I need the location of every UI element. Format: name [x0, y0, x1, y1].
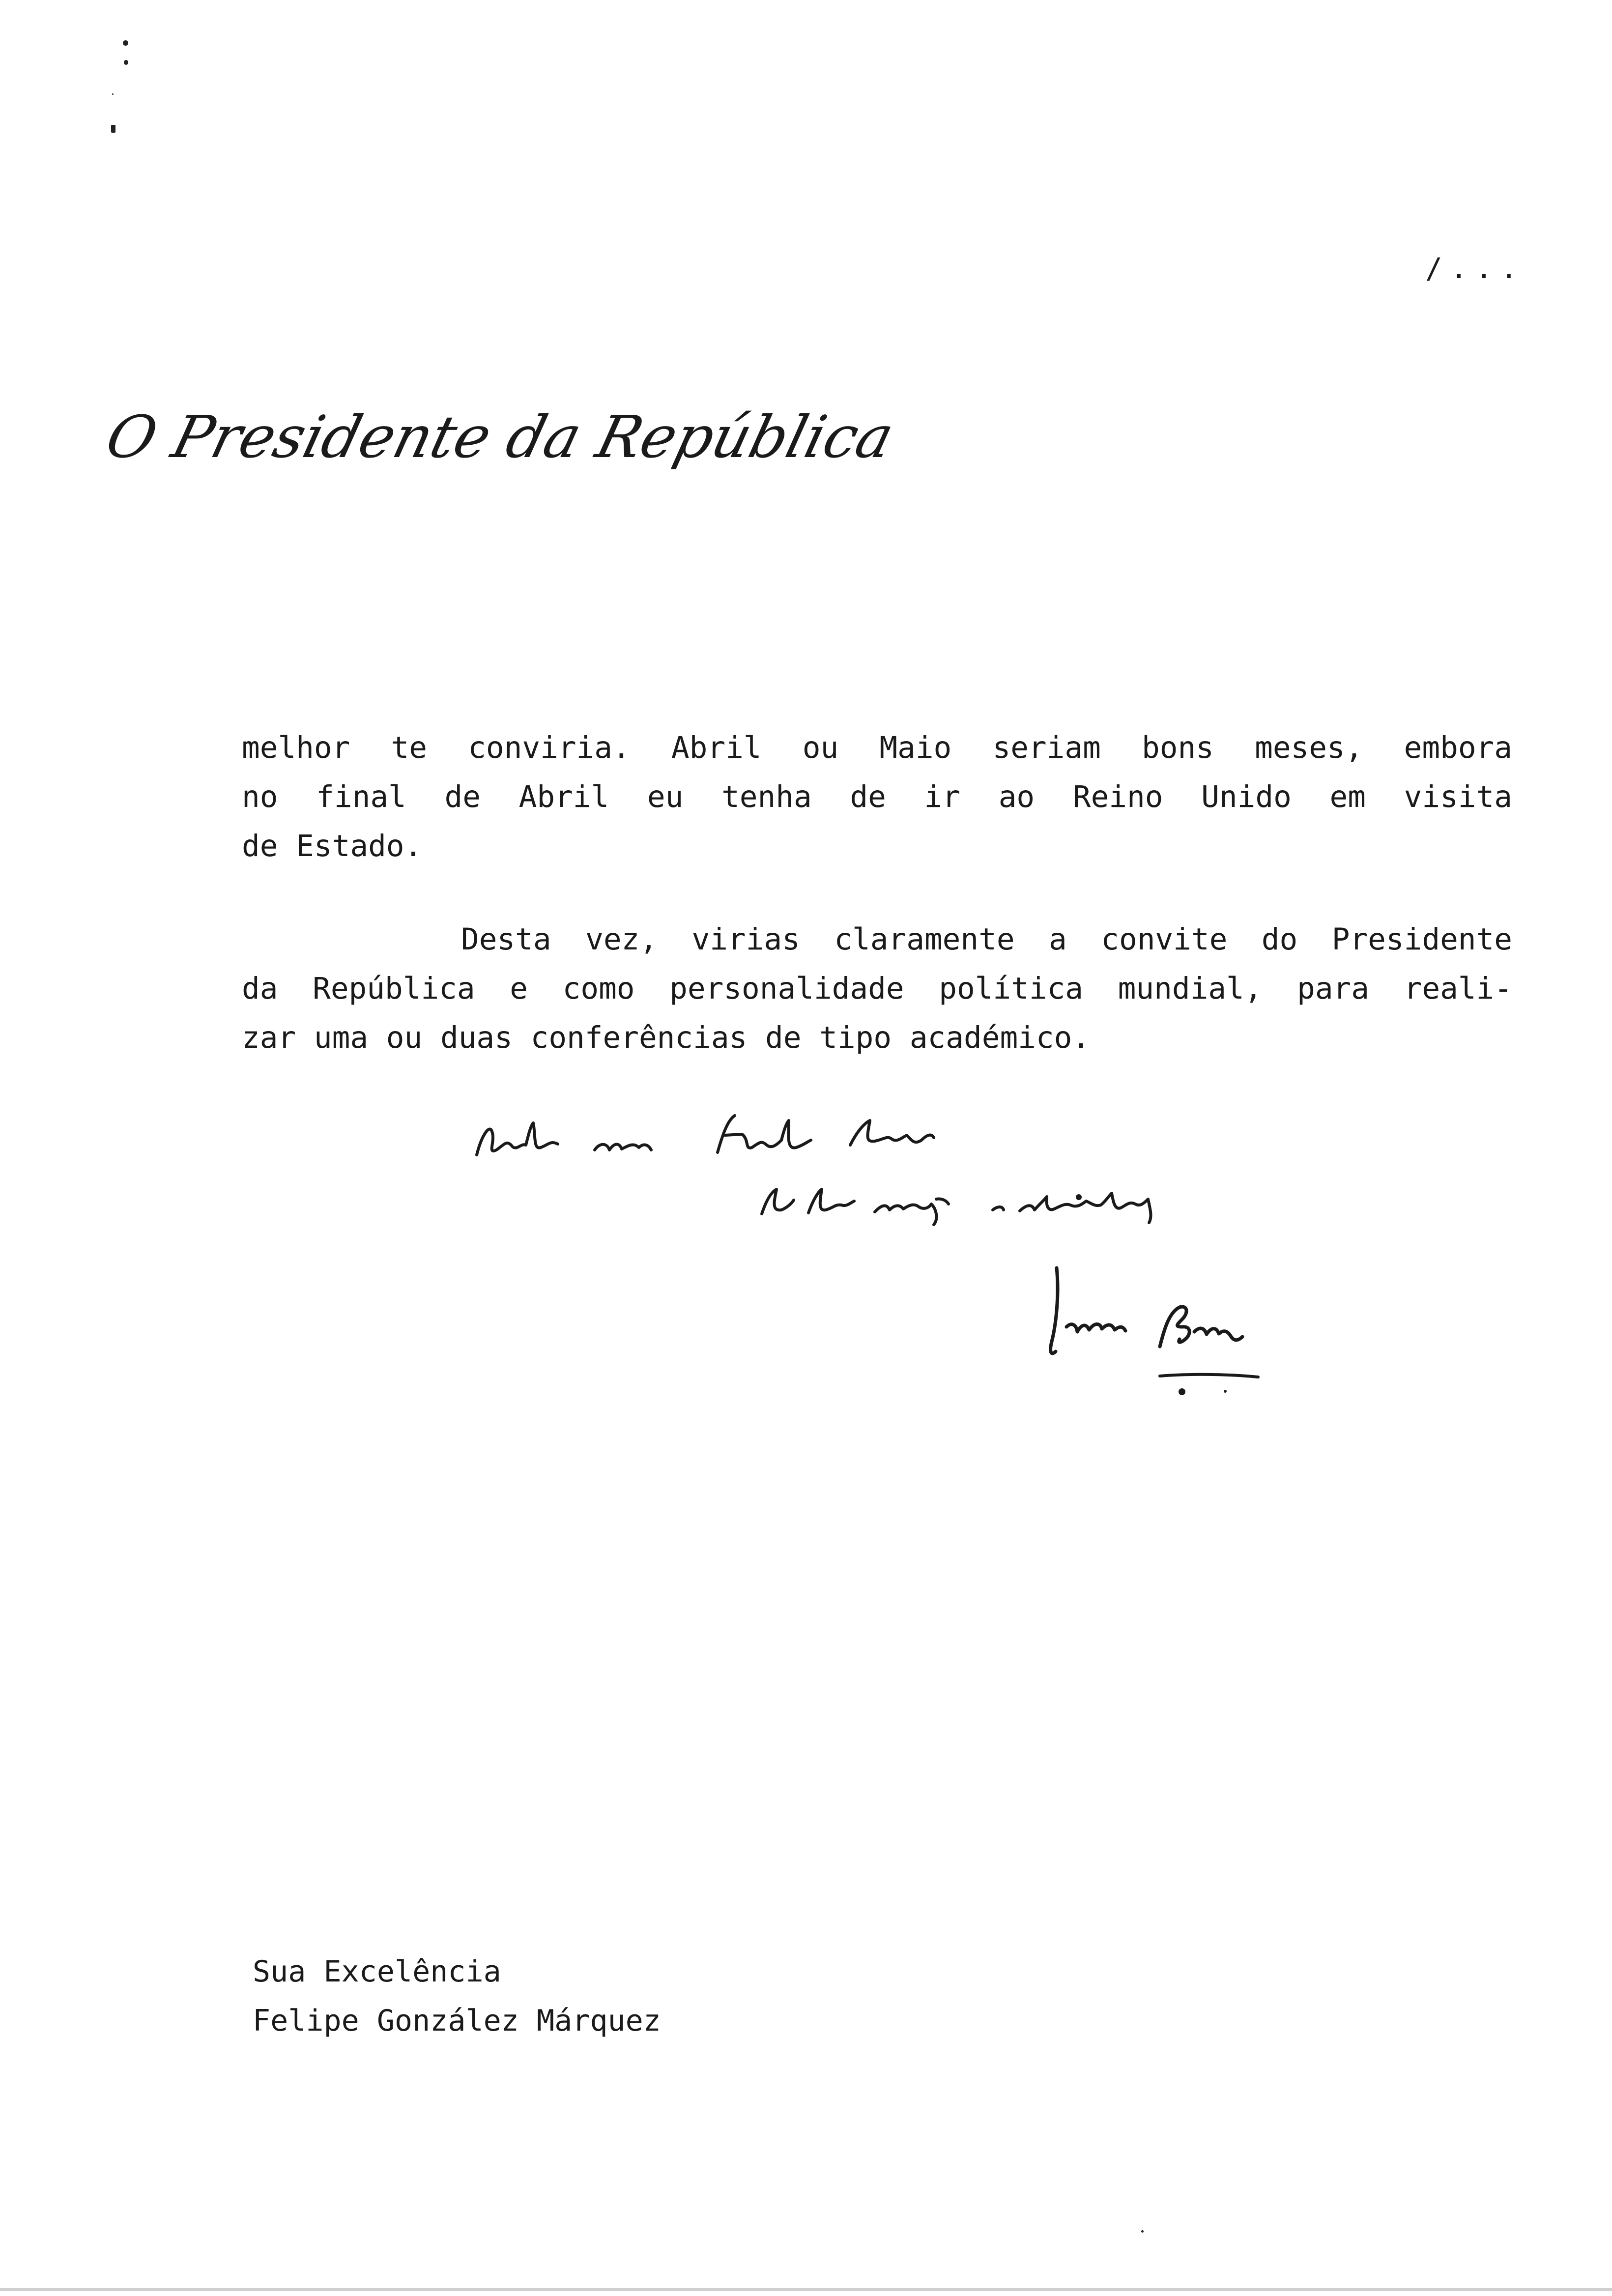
body-line: de Estado.: [242, 829, 423, 863]
handwritten-closing-and-signature: [442, 1096, 1376, 1415]
handwritten-closing-line-1: [477, 1116, 934, 1155]
scan-speck: [112, 93, 114, 95]
scan-speck: [111, 125, 115, 133]
body-line: da República e como personalidade política mundial, para reali-: [242, 971, 1512, 1006]
addressee-block: [253, 1947, 661, 2045]
signature: [1051, 1268, 1258, 1394]
scan-speck: [123, 40, 128, 46]
letterhead-script: [98, 393, 900, 491]
body-paragraph-2: [242, 915, 1512, 1062]
continuation-marker: /...: [1425, 252, 1526, 285]
addressee-name: Felipe González Márquez: [253, 2004, 661, 2038]
handwritten-closing-line-2: [762, 1189, 1151, 1225]
body-line: no final de Abril eu tenha de ir ao Reino Unido em visita: [242, 779, 1512, 814]
scan-bottom-edge: [0, 2288, 1612, 2291]
body-line: zar uma ou duas conferências de tipo académico.: [242, 1020, 1091, 1055]
body-line: Desta vez, virias claramente a convite do Presidente: [461, 922, 1512, 957]
body-line: melhor te conviria. Abril ou Maio seriam bons meses, embora: [242, 730, 1512, 765]
letterhead-text: O Presidente da República: [99, 403, 900, 471]
scan-speck: [1141, 2230, 1144, 2233]
scan-speck: [124, 60, 128, 65]
addressee-title: Sua Excelência: [253, 1954, 501, 1989]
body-paragraph-1: [242, 723, 1512, 871]
